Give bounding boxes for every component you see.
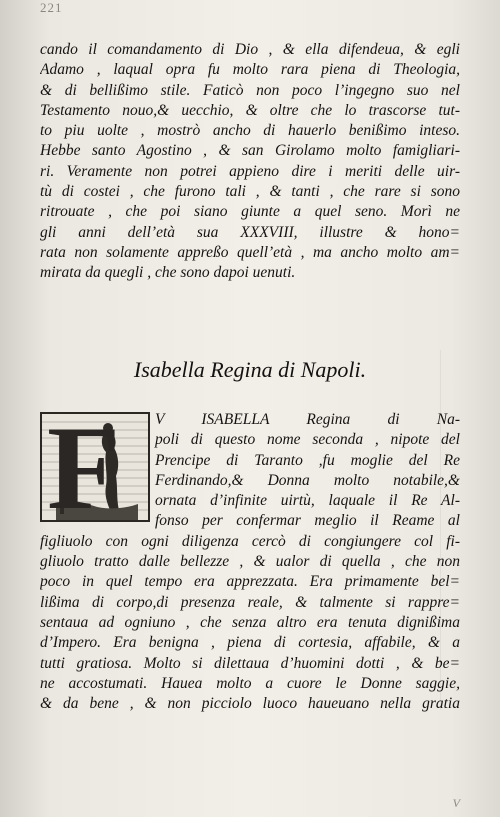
text-line: V ISABELLA Regina di Na-	[155, 411, 460, 428]
catchword: V	[452, 796, 460, 810]
text-line: & da bene , & non picciolo luoco haueuano nella gratia	[40, 695, 460, 713]
text-line: tutti gratiosa. Molto si dilettaua d’huomini dotti , & be=	[40, 654, 460, 672]
bleed-through-shadow	[440, 350, 441, 710]
text-line: Ferdinando,& Donna molto notabile,&	[155, 471, 460, 489]
text-line: & di bellißimo stile. Faticò non poco l’ingegno suo nel	[40, 81, 460, 99]
text-line: mirata da quegli , che sono dapoi uenuti.	[40, 264, 296, 282]
text-line: to piu uolte , mostrò ancho di hauerlo benißimo inteso.	[40, 122, 460, 140]
text-line: ritrouate , che poi siano giunte a quel seno. Morì ne	[40, 203, 460, 221]
drop-cap-letter: F	[47, 401, 121, 534]
text-line: gli anni dell’età sua XXXVIII, illustre & hono=	[40, 223, 460, 241]
text-line: gliuolo tratto dalle bellezze , & ualor di quella , che non	[40, 553, 460, 571]
text-line: rata non solamente appreßo quell’età , ma ancho molto am=	[40, 243, 460, 261]
text-line: poco in quel tempo era apprezzata. Era primamente bel=	[40, 573, 460, 591]
text-line: figliuolo con ogni diligenza cercò di congiungere col fi-	[40, 532, 460, 550]
text-line: d’Impero. Era benigna , piena di cortesia, affabile, & a	[40, 634, 460, 652]
text-line: poli di questo nome seconda , nipote del	[155, 431, 460, 449]
text-line: ri. Veramente non potrei appieno dire i meriti delle uir-	[40, 162, 460, 180]
text-line: Testamento nouo,& uecchio, & oltre che lo trascorse tut-	[40, 101, 460, 119]
text-line: ornata d’infinite uirtù, laquale il Re Al-	[155, 492, 460, 510]
text-line: ne accostumati. Hauea molto a cuore le Donne saggie,	[40, 674, 460, 692]
text-line: Adamo , laqual opra fu molto rara piena di Theologia,	[40, 61, 460, 79]
text-line: tù di costei , che furono tali , & tanti , che rare si sono	[40, 183, 460, 201]
top-paragraph	[40, 40, 460, 284]
text-line: Prencipe di Taranto ,fu moglie del Re	[155, 451, 460, 469]
section-title: Isabella Regina di Napoli.	[133, 357, 367, 382]
text-line: sentaua ad ogniuno , che senza altro era tenuta dignißima	[40, 613, 460, 631]
text-line: cando il comandamento di Dio , & ella difendeua, & egli	[40, 41, 460, 58]
body-paragraph	[40, 401, 460, 714]
text-line: Hebbe santo Agostino , & san Girolamo molto famigliari-	[40, 142, 460, 160]
text-line: fonso per confermar meglio il Reame al	[155, 512, 460, 530]
text-line: lißima di corpo,di presenza reale, & talmente si rappre=	[40, 593, 460, 611]
page-number: 221	[40, 0, 63, 15]
